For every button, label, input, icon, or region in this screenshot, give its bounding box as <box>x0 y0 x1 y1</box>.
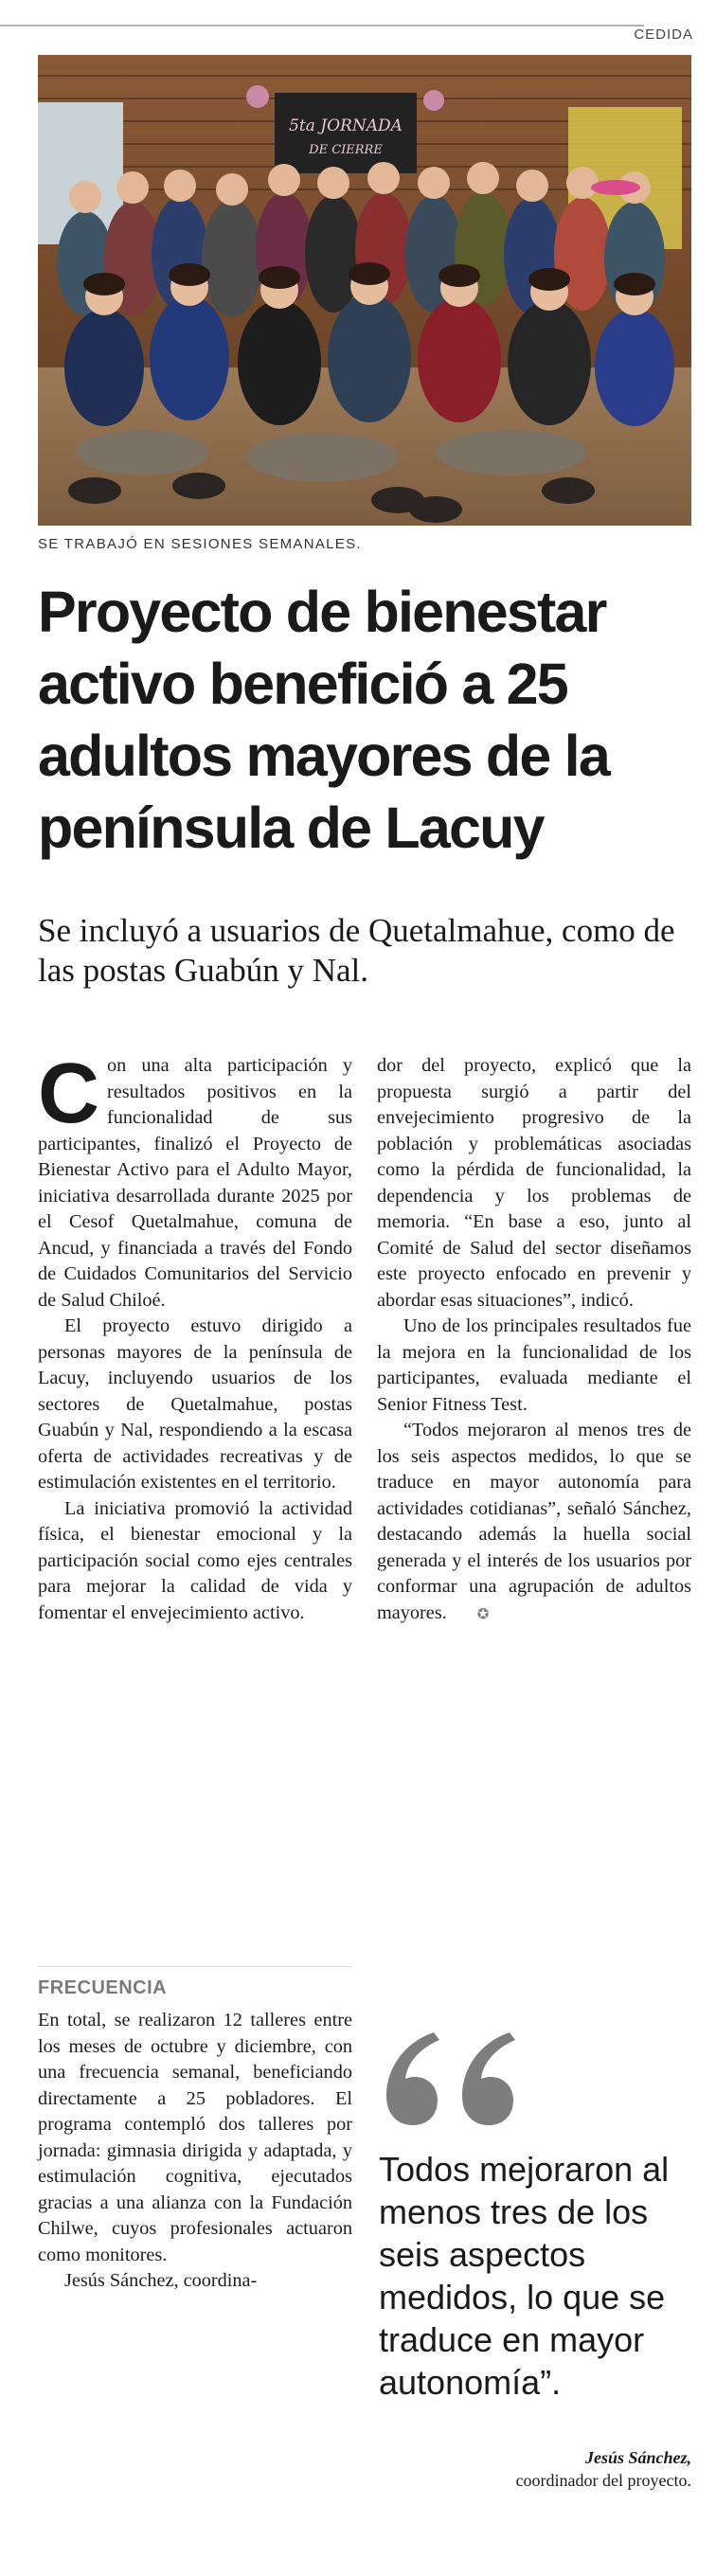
subheadline: Se incluyó a usuarios de Quetalmahue, como de las postas Guabún y Nal. <box>38 912 675 989</box>
banner-text: 5ta JORNADA <box>289 116 403 135</box>
paragraph-7 <box>377 1418 691 1627</box>
quote-mark-icon <box>377 2025 528 2129</box>
section-heading: FRECUENCIA <box>38 1977 168 1998</box>
paragraph-3: La iniciativa promovió la actividad física, el bienestar emocional y la participación social como ejes centrales para mejorar la calidad de vida y fomentar el envejecimiento activo. <box>38 1497 352 1623</box>
photo-caption: SE TRABAJÓ EN SESIONES SEMANALES. <box>38 536 362 552</box>
paragraph-2: El proyecto estuvo dirigido a personas mayores de la península de Lacuy, incluyendo usuarios de los sectores de Quetalmahue, postas Guabún y Nal, respondiendo a la escasa oferta de actividades recreativas y de estimulación existentes en el territorio. <box>38 1315 352 1493</box>
article-column-1-continued <box>38 2008 352 2295</box>
article-column-1 <box>38 1046 352 1626</box>
group-photo <box>38 55 691 526</box>
paragraph-4: En total, se realizaron 12 talleres entre los meses de octubre y diciembre, con una frecuencia semanal, beneficiando directamente a 25 pobladores. El programa contempló dos talleres por jornada: gimnasia dirigida y adaptada, y estimulación cognitiva, ejecutados gracias a una alianza con la Fundación Chilwe, cuyos profesionales actuaron como monitores. <box>38 2010 352 2265</box>
paragraph-6: Uno de los principales resultados fue la mejora en la funcionalidad de los participantes, evaluada mediante el Senior Fitness Test. <box>377 1315 691 1415</box>
article-column-2 <box>377 1053 691 1627</box>
top-rule <box>0 25 644 27</box>
quote-author-role: coordinador del proyecto. <box>515 2471 691 2490</box>
drop-cap: C <box>38 1046 99 1141</box>
paragraph-7-text: “Todos mejoraron al menos tres de los seis aspectos medidos, lo que se traduce en mayor autonomía para actividades cotidianas”, señaló Sánchez, destacando además la huella social generada y el interés de los usuarios por conformar una agrupación de adultos mayores. <box>377 1420 691 1623</box>
pull-quote: Todos mejoraron al menos tres de los seis aspectos medidos, lo que se traduce en mayor autonomía”. <box>379 2150 670 2402</box>
photo-credit: CEDIDA <box>634 27 693 43</box>
banner-subtext: DE CIERRE <box>309 143 383 157</box>
paragraph-5-start: Jesús Sánchez, coordina- <box>64 2270 258 2291</box>
section-divider <box>38 1966 352 1967</box>
headline: Proyecto de bienestar activo benefició a 25 adultos mayores de la península de Lacuy <box>38 580 609 860</box>
paragraph-1-text: on una alta participación y resultados positivos en la funcionalidad de sus participantes, finalizó el Proyecto de Bienestar Activo para el Adulto Mayor, iniciativa desarrollada durante 2025 por el Cesof Quetalmahue, comuna de Ancud, y financiada a través del Fondo de Cuidados Comunitarios del Servicio de Salud Chiloé. <box>38 1055 352 1311</box>
quote-author: Jesús Sánchez, <box>584 2448 691 2467</box>
paragraph-5-continued: dor del proyecto, explicó que la propuesta surgió a partir del envejecimiento progresivo de la población y problemáticas asociadas como la pérdida de funcionalidad, la dependencia y los problemas de memoria. “En base a eso, junto al Comité de Salud del sector diseñamos este proyecto enfocado en prevenir y abordar esas situaciones”, indicó. <box>377 1055 691 1311</box>
paragraph-1 <box>38 1046 352 1314</box>
end-mark-icon: ✪ <box>476 1604 490 1622</box>
